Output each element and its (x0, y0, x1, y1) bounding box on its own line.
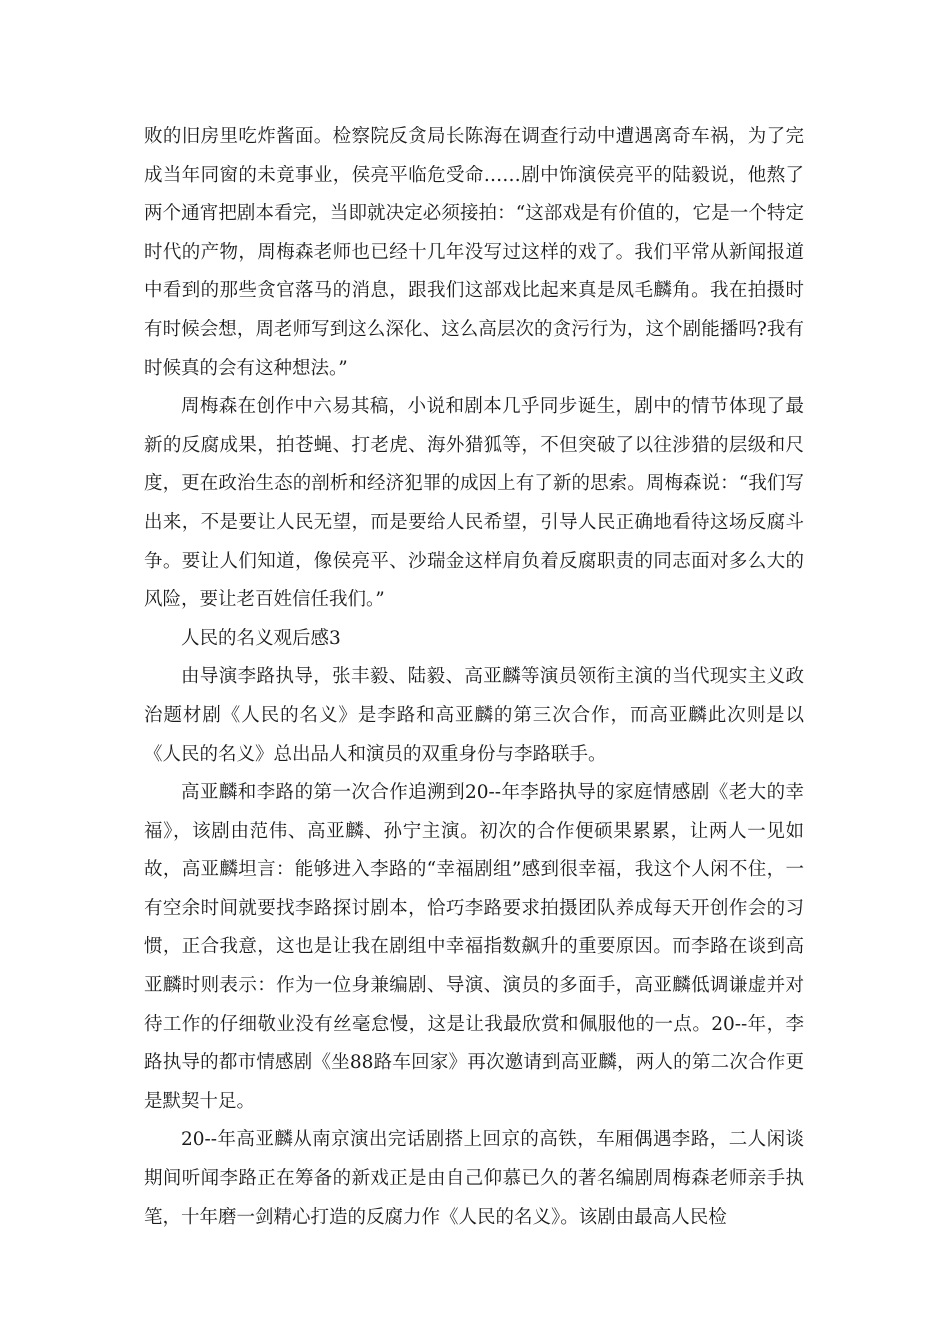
paragraph-2: 周梅森在创作中六易其稿，小说和剧本几乎同步诞生，剧中的情节体现了最新的反腐成果，拍苍蝇、打老虎、海外猎狐等，不但突破了以往涉猎的层级和尺度，更在政治生态的剖析和经济犯罪的成因上有了新的思索。周梅森说：“我们写出来，不是要让人民无望，而是要给人民希望，引导人民正确地看待这场反腐斗争。要让人们知道，像侯亮平、沙瑞金这样肩负着反腐职责的同志面对多么大的风险，要让老百姓信任我们。” (144, 396, 804, 611)
section-heading: 人民的名义观后感3 (181, 627, 341, 649)
document-body (144, 118, 804, 1237)
paragraph-1: 败的旧房里吃炸酱面。检察院反贪局长陈海在调查行动中遭遇离奇车祸，为了完成当年同窗的未竟事业，侯亮平临危受命……剧中饰演侯亮平的陆毅说，他熬了两个通宵把剧本看完，当即就决定必须接拍：“这部戏是有价值的，它是一个特定时代的产物，周梅森老师也已经十几年没写过这样的戏了。我们平常从新闻报道中看到的那些贪官落马的消息，跟我们这部戏比起来真是凤毛麟角。我在拍摄时有时候会想，周老师写到这么深化、这么高层次的贪污行为，这个剧能播吗?我有时候真的会有这种想法。” (144, 126, 804, 379)
paragraph-3: 由导演李路执导，张丰毅、陆毅、高亚麟等演员领衔主演的当代现实主义政治题材剧《人民的名义》是李路和高亚麟的第三次合作，而高亚麟此次则是以《人民的名义》总出品人和演员的双重身份与李路联手。 (144, 666, 804, 765)
paragraph-4: 高亚麟和李路的第一次合作追溯到20--年李路执导的家庭情感剧《老大的幸福》，该剧由范伟、高亚麟、孙宁主演。初次的合作便硕果累累，让两人一见如故，高亚麟坦言：能够进入李路的“幸福剧组”感到很幸福，我这个人闲不住，一有空余时间就要找李路探讨剧本，恰巧李路要求拍摄团队养成每天开创作会的习惯，正合我意，这也是让我在剧组中幸福指数飙升的重要原因。而李路在谈到高亚麟时则表示：作为一位身兼编剧、导演、演员的多面手，高亚麟低调谦虚并对待工作的仔细敬业没有丝毫怠慢，这是让我最欣赏和佩服他的一点。20--年，李路执导的都市情感剧《坐88路车回家》再次邀请到高亚麟，两人的第二次合作更是默契十足。 (144, 782, 804, 1112)
paragraph-5: 20--年高亚麟从南京演出完话剧搭上回京的高铁，车厢偶遇李路，二人闲谈期间听闻李路正在筹备的新戏正是由自己仰慕已久的著名编剧周梅森老师亲手执笔，十年磨一剑精心打造的反腐力作《人民的名义》。该剧由最高人民检 (144, 1129, 804, 1228)
